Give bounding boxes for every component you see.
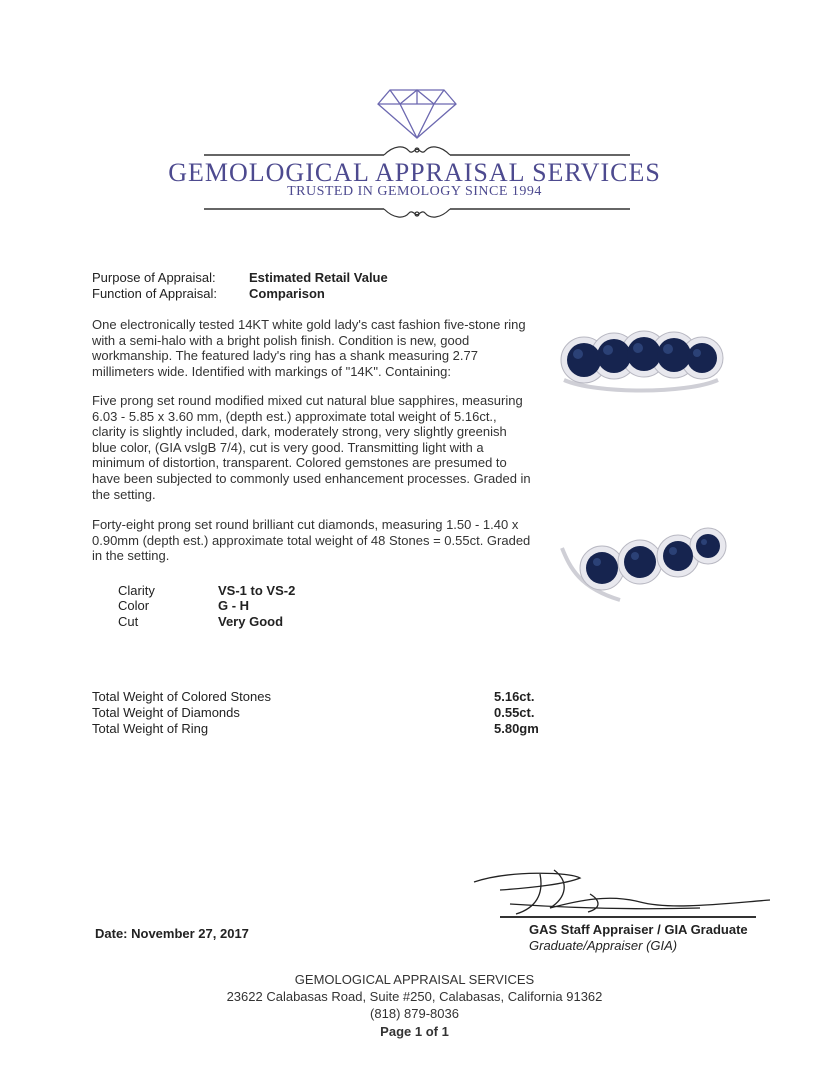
bottom-ornament-icon	[204, 203, 630, 221]
diamond-logo-icon	[376, 88, 458, 140]
page-number: Page 1 of 1	[380, 1024, 449, 1039]
footer-company: GEMOLOGICAL APPRAISAL SERVICES	[294, 972, 535, 987]
ring-photo-bottom	[560, 518, 730, 604]
top-ornament-icon	[204, 143, 630, 157]
purpose-value: Estimated Retail Value	[249, 270, 388, 285]
total-ring-label: Total Weight of Ring	[92, 721, 209, 736]
ring-photo-top	[556, 322, 726, 398]
function-value: Comparison	[249, 286, 325, 301]
purpose-label: Purpose of Appraisal:	[92, 270, 216, 285]
grade-color-value: G - H	[218, 598, 250, 613]
sapphire-description: Five prong set round modified mixed cut natural blue sapphires, measuring 6.03 - 5.85 x 3.60 mm, (depth est.) approximate total weight of 5.16ct., clarity is slightly included, dark, moderately strong, very slightly greenish blue color, (GIA vslgB 7/4), cut is very good. Transmitting light with a minimum of distortion, transparent. Colored gemstones are presumed to have been subjected to commonly used enhancement processes. Graded in the setting.	[92, 393, 531, 502]
ring-description: One electronically tested 14KT white gold lady's cast fashion five-stone ring with a semi-halo with a bright polish finish. Condition is new, good workmanship. The featured lady's ring has a shank measuring 2.77 millimeters wide. Identified with markings of "14K". Containing:	[92, 317, 526, 379]
appraiser-subtitle: Graduate/Appraiser (GIA)	[529, 938, 678, 953]
grade-cut-value: Very Good	[218, 614, 284, 629]
total-colored-stones-value: 5.16ct.	[494, 689, 535, 704]
footer-phone: (818) 879-8036	[370, 1006, 459, 1021]
diamond-description: Forty-eight prong set round brilliant cut diamonds, measuring 1.50 - 1.40 x 0.90mm (depth est.) approximate total weight of 48 Stones = 0.55ct. Graded in the setting.	[92, 517, 531, 564]
appraisal-date: Date: November 27, 2017	[95, 926, 249, 941]
total-ring-value: 5.80gm	[494, 721, 539, 736]
total-diamonds-label: Total Weight of Diamonds	[92, 705, 240, 720]
footer-address: 23622 Calabasas Road, Suite #250, Calabasas, California 91362	[226, 989, 603, 1004]
function-label: Function of Appraisal:	[92, 286, 218, 301]
company-name: GEMOLOGICAL APPRAISAL SERVICES	[168, 158, 661, 187]
grade-clarity-value: VS-1 to VS-2	[218, 583, 296, 598]
total-diamonds-value: 0.55ct.	[494, 705, 535, 720]
grade-clarity-label: Clarity	[118, 583, 155, 598]
grade-color-label: Color	[118, 598, 150, 613]
company-tagline: TRUSTED IN GEMOLOGY SINCE 1994	[287, 184, 542, 199]
total-colored-stones-label: Total Weight of Colored Stones	[92, 689, 271, 704]
signature	[470, 864, 790, 920]
signature-line	[500, 916, 756, 918]
grade-cut-label: Cut	[118, 614, 139, 629]
appraiser-title: GAS Staff Appraiser / GIA Graduate	[529, 922, 748, 937]
